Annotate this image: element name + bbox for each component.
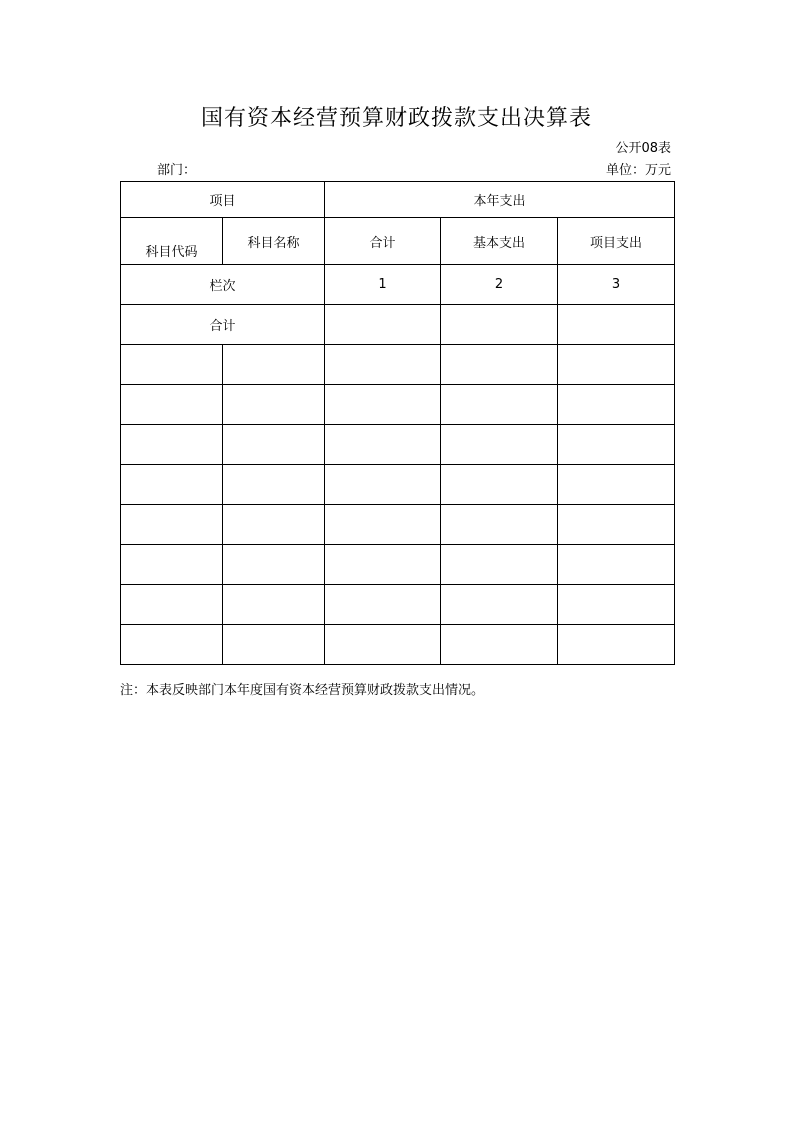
header-item: 项目 — [121, 182, 325, 218]
subject-name-cell — [223, 465, 325, 505]
header-total: 合计 — [325, 218, 441, 265]
basic-expense-cell — [441, 385, 558, 425]
basic-expense-cell — [441, 465, 558, 505]
expense-table — [120, 181, 675, 665]
page-title: 国有资本经营预算财政拨款支出决算表 — [200, 106, 592, 131]
basic-expense-cell — [441, 625, 558, 665]
table-row — [121, 625, 675, 665]
table-row — [121, 385, 675, 425]
subject-code-cell — [121, 505, 223, 545]
header-subject-name: 科目名称 — [223, 218, 325, 265]
total-cell — [325, 545, 441, 585]
total-cell — [325, 505, 441, 545]
basic-expense-cell — [441, 545, 558, 585]
total-cell — [325, 425, 441, 465]
table-row — [121, 465, 675, 505]
table-row — [121, 545, 675, 585]
basic-expense-cell — [441, 585, 558, 625]
column-number-row — [121, 265, 675, 305]
basic-expense-cell — [441, 505, 558, 545]
project-expense-cell — [558, 545, 675, 585]
subject-name-cell — [223, 345, 325, 385]
total-cell — [325, 465, 441, 505]
project-expense-cell — [558, 505, 675, 545]
total-cell — [325, 625, 441, 665]
total-cell — [325, 345, 441, 385]
column-number-2: 2 — [441, 265, 558, 305]
header-row-2 — [121, 218, 675, 265]
basic-expense-cell — [441, 345, 558, 385]
header-current-year-expense: 本年支出 — [325, 182, 675, 218]
subject-name-cell — [223, 625, 325, 665]
total-row-basic-cell — [441, 305, 558, 345]
total-cell — [325, 585, 441, 625]
subject-code-cell — [121, 585, 223, 625]
project-expense-cell — [558, 345, 675, 385]
total-row-label: 合计 — [121, 305, 325, 345]
subject-name-cell — [223, 425, 325, 465]
subject-code-cell — [121, 465, 223, 505]
subject-code-cell — [121, 425, 223, 465]
column-number-3: 3 — [558, 265, 675, 305]
total-row — [121, 305, 675, 345]
subject-name-cell — [223, 505, 325, 545]
department-label: 部门： — [157, 163, 197, 178]
table-row — [121, 425, 675, 465]
form-code: 公开08表 — [615, 141, 671, 156]
header-basic-expense: 基本支出 — [441, 218, 558, 265]
subject-code-cell — [121, 385, 223, 425]
table-row — [121, 505, 675, 545]
subject-code-cell — [121, 545, 223, 585]
header-row-1 — [121, 182, 675, 218]
project-expense-cell — [558, 625, 675, 665]
table-row — [121, 585, 675, 625]
column-number-1: 1 — [325, 265, 441, 305]
table-row — [121, 345, 675, 385]
footnote: 注：本表反映部门本年度国有资本经营预算财政拨款支出情况。 — [120, 683, 485, 698]
project-expense-cell — [558, 385, 675, 425]
total-row-total-cell — [325, 305, 441, 345]
column-number-label: 栏次 — [121, 265, 325, 305]
subject-name-cell — [223, 585, 325, 625]
basic-expense-cell — [441, 425, 558, 465]
header-project-expense: 项目支出 — [558, 218, 675, 265]
subject-name-cell — [223, 385, 325, 425]
total-cell — [325, 385, 441, 425]
subject-name-cell — [223, 545, 325, 585]
project-expense-cell — [558, 585, 675, 625]
subject-code-cell — [121, 345, 223, 385]
total-row-project-cell — [558, 305, 675, 345]
unit-label: 单位：万元 — [605, 163, 671, 178]
project-expense-cell — [558, 465, 675, 505]
subject-code-cell — [121, 625, 223, 665]
project-expense-cell — [558, 425, 675, 465]
header-subject-code: 科目代码 — [121, 218, 223, 265]
